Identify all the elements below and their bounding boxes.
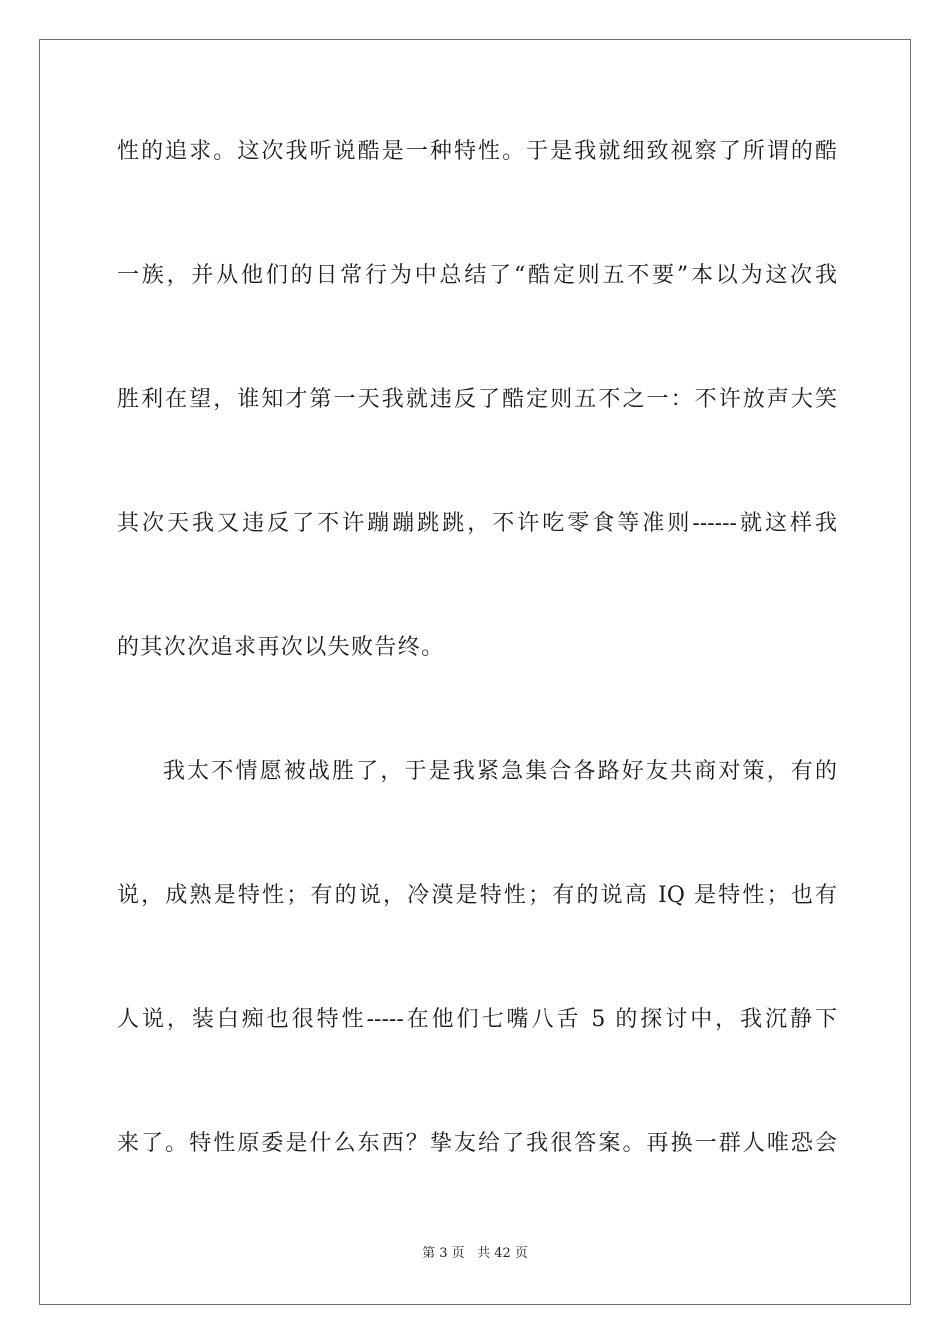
- text-line: 胜利在望，谁知才第一天我就违反了酷定则五不之一：不许放声大笑: [117, 387, 837, 412]
- paragraph-first-line: 我太不情愿被战胜了，于是我紧急集合各路好友共商对策，有的: [163, 759, 837, 784]
- page-number: 第 3 页: [422, 1246, 465, 1261]
- text-line: 来了。特性原委是什么东西？挚友给了我很答案。再换一群人唯恐会: [117, 1131, 837, 1156]
- page-footer: [0, 1245, 950, 1263]
- text-line: 人说，装白痴也很特性-----在他们七嘴八舌 5 的探讨中，我沉静下: [117, 1007, 837, 1032]
- page-border: [39, 39, 911, 1305]
- text-line: 说，成熟是特性；有的说，冷漠是特性；有的说高 IQ 是特性；也有: [117, 883, 837, 908]
- text-line: 的其次次追求再次以失败告终。: [117, 635, 445, 660]
- text-line: 性的追求。这次我听说酷是一种特性。于是我就细致视察了所谓的酷: [117, 139, 837, 164]
- text-line: 其次天我又违反了不许蹦蹦跳跳，不许吃零食等准则------就这样我: [117, 511, 837, 536]
- page-total: 共 42 页: [477, 1246, 528, 1261]
- text-line: 一族，并从他们的日常行为中总结了“酷定则五不要”本以为这次我: [117, 263, 837, 288]
